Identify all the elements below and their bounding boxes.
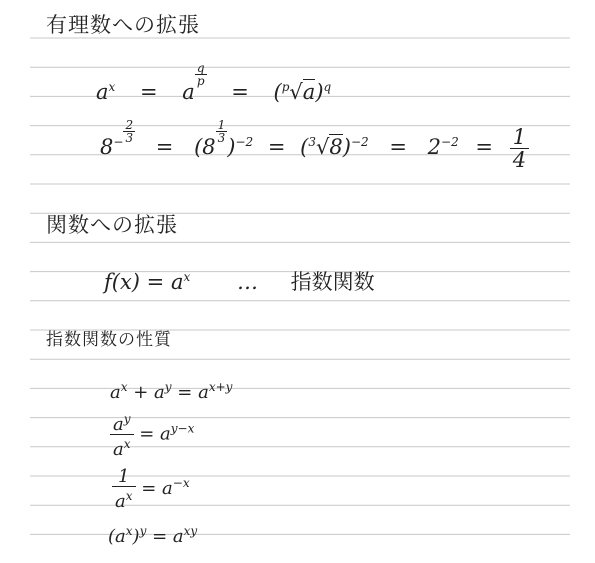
eq2-step3-exp: −2 [441, 135, 459, 149]
property-power-rule: $(a^x)^y = a^{xy}$ [108, 524, 198, 547]
eq1-rhs-exp: q [323, 80, 332, 94]
property-quotient-rule: $\frac{a^y}{a^x}$ = $a^{y-x}$ [110, 410, 194, 459]
property-reciprocal-rule: $\frac{1}{a^x}$ = $a^{-x}$ [112, 467, 190, 511]
equation-rational-exponent: $a^x = a$ $\frac{q}{p}$ = $(^p√a)^q$ [96, 61, 332, 104]
eq1-mid-exp-den: p [196, 74, 205, 88]
eq2-exp-den: 3 [125, 131, 134, 145]
eq1-mid-base: a [182, 80, 195, 104]
eq2-exp-num: 2 [125, 118, 134, 132]
eq2-step3-base: 2 [427, 135, 442, 159]
heading-function-extension: 関数への拡張 [46, 213, 178, 237]
eq1-rhs-close: ) [315, 80, 324, 104]
eq1-radicand: a [302, 80, 316, 104]
eq1-lhs-exp: x [108, 80, 116, 94]
eq1-rhs-open: ( [273, 80, 282, 104]
eq2-result-fraction: $\frac{1}{4}$ [510, 126, 529, 171]
eq2-step1-exp: −2 [235, 135, 254, 149]
eq1-root-index: p [281, 80, 290, 94]
eq2-radicand: 8 [329, 135, 343, 159]
equation-example-eight: 8− $\frac{2}{3}$ = (8 $\frac{1}{3}$ )$^{-2} = (^3√8)^{-2} = 2^{-2}$ = $\frac{1}{4}$ [100, 119, 529, 171]
heading-exponential-properties: 指数関数の性質 [46, 330, 172, 350]
eq2-root-index: 3 [308, 135, 316, 149]
heading-rational-extension: 有理数への拡張 [46, 13, 200, 37]
eq2-step1-open: (8 [194, 135, 216, 159]
func-dots: … [236, 270, 258, 294]
exponential-function-definition [104, 266, 375, 296]
func-exp: x [183, 270, 191, 284]
property-product-rule: $a^x + a^y = a^{x+y}$ [110, 380, 233, 403]
func-label: 指数関数 [290, 270, 375, 294]
eq1-mid-exp-num: q [196, 61, 205, 75]
eq1-lhs-base: a [96, 80, 109, 104]
eq2-base: 8 [100, 135, 114, 159]
eq2-step2-exp: −2 [350, 135, 369, 149]
func-lhs: f(x) = a [104, 270, 184, 294]
